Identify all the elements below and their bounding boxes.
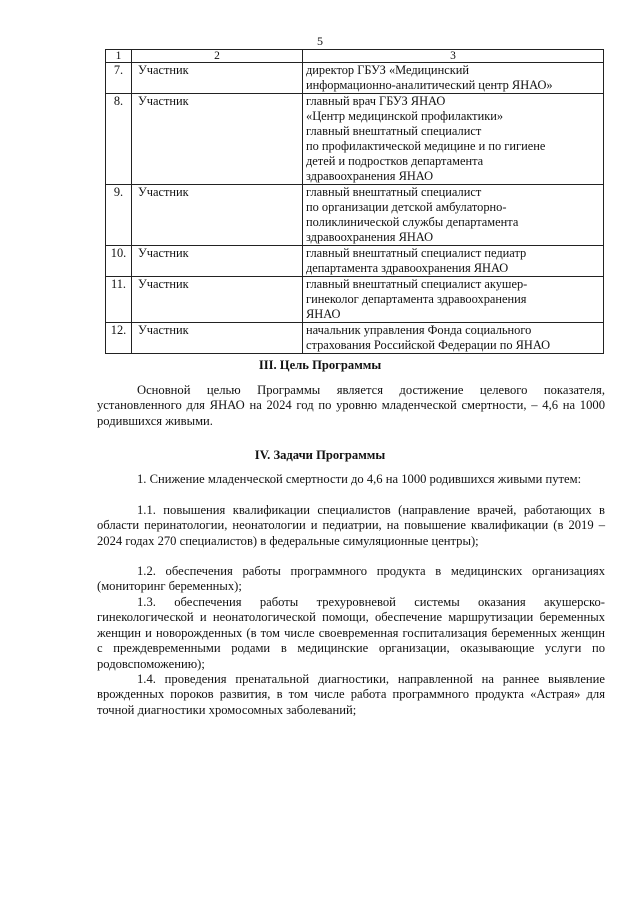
row-role-text: Участник <box>138 277 189 291</box>
row-description: начальник управления Фонда социального страхования Российской Федерации по ЯНАО <box>303 323 604 354</box>
page-number: 5 <box>317 34 323 48</box>
header-col-3: 3 <box>303 50 604 63</box>
table-row <box>106 185 604 246</box>
row-role-text: Участник <box>138 94 189 108</box>
row-number: 9. <box>106 185 132 246</box>
row-number: 7. <box>106 63 132 94</box>
row-number: 11. <box>106 277 132 323</box>
header-col-1: 1 <box>106 50 132 63</box>
row-description: директор ГБУЗ «Медицинский информационно-аналитический центр ЯНАО» <box>303 63 604 94</box>
row-role <box>132 94 303 185</box>
task-1-4: 1.4. проведения пренатальной диагностики, направленной на раннее выявление врожденных пороков развития, в том числе работа программного продукта «Астрая» для точной диагностики хромосомных заболеваний; <box>97 672 605 717</box>
task-1-1: 1.1. повышения квалификации специалистов (направление врачей, работающих в области перинатологии, неонатологии и педиатрии, на повышение квалификации (в 2019 – 2024 годах 270 специалистов) в федеральные симуляционные центры); <box>97 503 605 548</box>
row-description: главный внештатный специалист по организации детской амбулаторно- поликлинической службы департамента здравоохранения ЯНАО <box>303 185 604 246</box>
row-role-text: Участник <box>138 185 189 199</box>
row-role-text: Участник <box>138 246 189 260</box>
table-row <box>106 277 604 323</box>
row-number: 10. <box>106 246 132 277</box>
participants-table <box>105 49 604 354</box>
row-role-text: Участник <box>138 323 189 337</box>
row-role <box>132 246 303 277</box>
section-4-heading: IV. Задачи Программы <box>254 448 386 462</box>
task-1: 1. Снижение младенческой смертности до 4,6 на 1000 родившихся живыми путем: <box>137 472 582 486</box>
row-role-text: Участник <box>138 63 189 77</box>
row-number: 12. <box>106 323 132 354</box>
section-3-text: Основной целью Программы является достижение целевого показателя, установленного для ЯНАО на 2024 год по уровню младенческой смертности, – 4,6 на 1000 родившихся живыми. <box>97 383 605 428</box>
row-role <box>132 63 303 94</box>
table-row <box>106 94 604 185</box>
section-3-heading: III. Цель Программы <box>258 358 382 372</box>
row-number: 8. <box>106 94 132 185</box>
row-role <box>132 323 303 354</box>
task-1-3: 1.3. обеспечения работы трехуровневой системы оказания акушерско-гинекологической и неонатологической помощи, обеспечение маршрутизации беременных женщин и новорожденных (в том числе своевременная госпитализация беременных женщин с преждевременными родами в медицинские организации, оказывающие услуги по родовспоможению); <box>97 595 605 671</box>
task-1-2: 1.2. обеспечения работы программного продукта в медицинских организациях (мониторинг беременных); <box>97 564 605 594</box>
row-role <box>132 277 303 323</box>
header-col-2: 2 <box>132 50 303 63</box>
row-role <box>132 185 303 246</box>
table-row <box>106 63 604 94</box>
row-description: главный внештатный специалист педиатр департамента здравоохранения ЯНАО <box>303 246 604 277</box>
table-row <box>106 323 604 354</box>
row-description: главный врач ГБУЗ ЯНАО «Центр медицинской профилактики» главный внештатный специалист по профилактической медицине и по гигиене детей и подростков департамента здравоохранения ЯНАО <box>303 94 604 185</box>
table-header-row <box>106 50 604 63</box>
row-description: главный внештатный специалист акушер- гинеколог департамента здравоохранения ЯНАО <box>303 277 604 323</box>
table-row <box>106 246 604 277</box>
